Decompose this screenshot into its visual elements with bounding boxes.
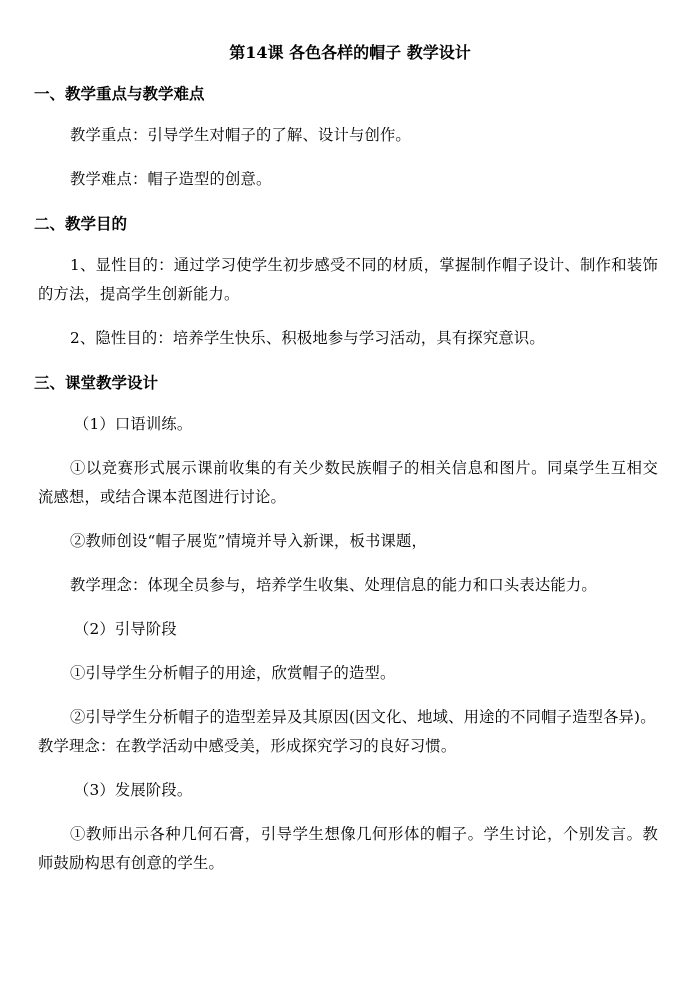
paragraph-oral-training: （1）口语训练。: [74, 415, 193, 433]
paragraph-development-stage: （3）发展阶段。: [74, 781, 193, 799]
paragraph-teaching-difficulty: 教学难点：帽子造型的创意。: [70, 170, 272, 188]
paragraph-implicit-goal: 2、隐性目的：培养学生快乐、积极地参与学习活动，具有探究意识。: [70, 329, 545, 347]
paragraph-explicit-goal: 1、显性目的：通过学习使学生初步感受不同的材质，掌握制作帽子设计、制作和装饰的方法，提高学生创新能力。: [38, 256, 658, 303]
paragraph-plaster-geometry: ①教师出示各种几何石膏，引导学生想像几何形体的帽子。学生讨论，个别发言。教师鼓励构思有创意的学生。: [38, 825, 658, 872]
paragraph-teaching-concept-1: 教学理念：体现全员参与，培养学生收集、处理信息的能力和口头表达能力。: [70, 576, 597, 594]
paragraph-hat-shape-difference: ②引导学生分析帽子的造型差异及其原因(因文化、地域、用途的不同帽子造型各异)。: [70, 708, 656, 726]
paragraph-hat-usage: ①引导学生分析帽子的用途，欣赏帽子的造型。: [70, 664, 396, 682]
paragraph-teaching-focus: 教学重点：引导学生对帽子的了解、设计与创作。: [70, 126, 411, 144]
paragraph-teaching-concept-2: 教学理念：在教学活动中感受美，形成探究学习的良好习惯。: [38, 737, 457, 755]
paragraph-guidance-stage: （2）引导阶段: [74, 620, 177, 638]
section-heading-1: 一、教学重点与教学难点: [34, 84, 205, 103]
paragraph-hat-exhibition: ②教师创设“帽子展览”情境并导入新课，板书课题，: [70, 532, 427, 550]
section-heading-2: 二、教学目的: [34, 214, 128, 233]
paragraph-competition-display: ①以竞赛形式展示课前收集的有关少数民族帽子的相关信息和图片。同桌学生互相交流感想，或结合课本范图进行讨论。: [38, 459, 658, 506]
section-heading-3: 三、课堂教学设计: [34, 373, 159, 392]
document-title: 第14课 各色各样的帽子 教学设计: [229, 43, 471, 62]
